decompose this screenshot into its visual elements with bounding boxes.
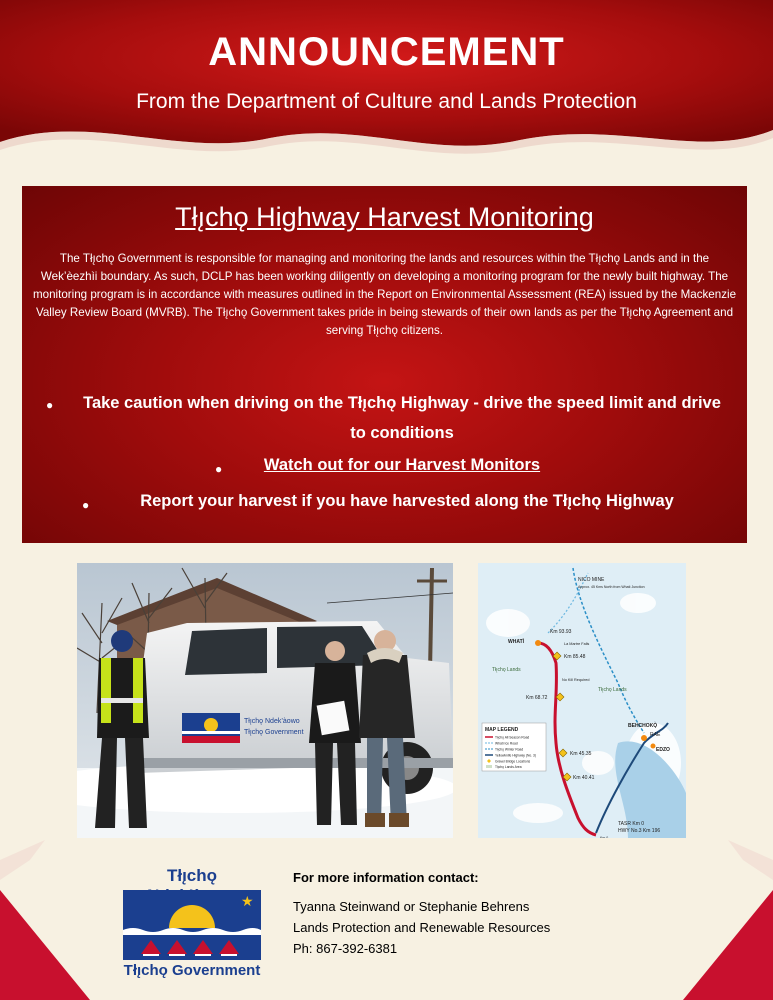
- map-label-nico: NICO MINE: [578, 577, 605, 583]
- header-banner: [0, 0, 773, 165]
- highway-map: [478, 563, 686, 838]
- svg-text:★: ★: [241, 894, 254, 910]
- tlicho-government-logo: [120, 862, 264, 982]
- truck-logo-line2: Tłı̨chǫ Government: [244, 729, 304, 736]
- map-legend-2: Whatì Ice Road: [495, 741, 518, 746]
- map-label-tlicho-lands-1: Tłı̨chǫ Lands: [492, 667, 521, 673]
- decorative-corner-left: [0, 840, 90, 1000]
- map-label-nico-note: Approx. 45 Kms North from Whatì Junction: [578, 585, 645, 589]
- contact-names: Tyanna Steinwand or Stephanie Behrens: [293, 899, 530, 914]
- map-legend-4: Yellowknife Highway (No. 3): [495, 753, 536, 758]
- map-label-tlicho-lands-2: Tłı̨chǫ Lands: [598, 687, 627, 693]
- map-label-km8548: Km 85.48: [564, 654, 586, 660]
- map-label-km4535: Km 45.35: [570, 751, 592, 757]
- announcement-title: ANNOUNCEMENT: [208, 30, 565, 74]
- panel-body-text: The Tłı̨chǫ Government is responsible for managing and monitoring the lands and resources within the Tłı̨chǫ Lands and in the Wek’èezhìi boundary. As such, DCLP has been working diligently on developing a monitoring program for the newly built highway. The monitoring program is in accordance with measures outlined in the Report on Environmental Assessment (REA) issued by the Mackenzie Valley Review Board (MVRB). The Tłı̨chǫ Government takes pride in being stewards of their own lands as per the Tłı̨chǫ Agreement and serving Tłı̨chǫ citizens.: [32, 252, 737, 337]
- map-legend-5: Gravel Bridge Locations: [495, 759, 531, 764]
- map-label-tasr: TASR Km 0: [618, 821, 645, 827]
- panel-title: Tłı̨chǫ Highway Harvest Monitoring: [175, 202, 594, 232]
- map-label-km9393: Km 93.93: [550, 629, 572, 635]
- map-label-edzo: EDZO: [656, 747, 670, 753]
- map-legend-title: MAP LEGEND: [485, 727, 519, 733]
- map-legend-3: Tłı̨chǫ Winter Road: [495, 747, 524, 752]
- logo-top-text: Tłı̨chǫ: [166, 866, 218, 885]
- contact-heading: For more information contact:: [293, 870, 479, 885]
- announcement-panel: [22, 186, 747, 543]
- monitors-photo: [77, 563, 453, 838]
- logo-flag-graphic: [123, 890, 261, 960]
- logo-bottom-text: Tłı̨chǫ Government: [123, 962, 261, 979]
- bullet-caution: Take caution when driving on the Tłı̨chǫ Highway - drive the speed limit and drive to conditions: [83, 394, 721, 442]
- contact-phone: Ph: 867-392-6381: [293, 941, 398, 956]
- department-subtitle: From the Department of Culture and Lands Protection: [136, 90, 637, 113]
- bullet-dot: ●: [215, 462, 223, 476]
- contact-department: Lands Protection and Renewable Resources: [293, 920, 551, 935]
- header-background: [0, 0, 773, 165]
- bullet-dot: ●: [82, 498, 90, 512]
- map-label-km6872: Km 68.72: [526, 695, 548, 701]
- bullet-dot: ●: [46, 398, 54, 412]
- map-legend-1: Tłı̨chǫ All Season Road: [495, 735, 530, 740]
- bullet-report-harvest: Report your harvest if you have harvested along the Tłı̨chǫ Highway: [140, 492, 674, 510]
- map-label-km0: Km 0: [600, 836, 609, 838]
- map-label-nokill: No Kill Required: [562, 678, 590, 682]
- bullet-watch-monitors: Watch out for our Harvest Monitors: [263, 456, 541, 474]
- map-label-rae: RAE: [650, 732, 661, 738]
- map-label-hwy: HWY No.3 Km 196: [618, 828, 661, 834]
- truck-logo-line1: Tłı̨chǫ Ndek’àowo: [244, 718, 300, 725]
- map-label-whati: WHATÌ: [508, 639, 525, 645]
- map-label-km4041: Km 40.41: [573, 775, 595, 781]
- contact-info: [293, 867, 550, 959]
- map-label-lamartre: La Martre Falls: [564, 642, 590, 646]
- map-label-behchoko: BEHCHOKǪ̀: [628, 723, 658, 729]
- decorative-corner-right: [683, 840, 773, 1000]
- map-legend-6: Tłı̨chǫ Lands Area: [495, 765, 522, 769]
